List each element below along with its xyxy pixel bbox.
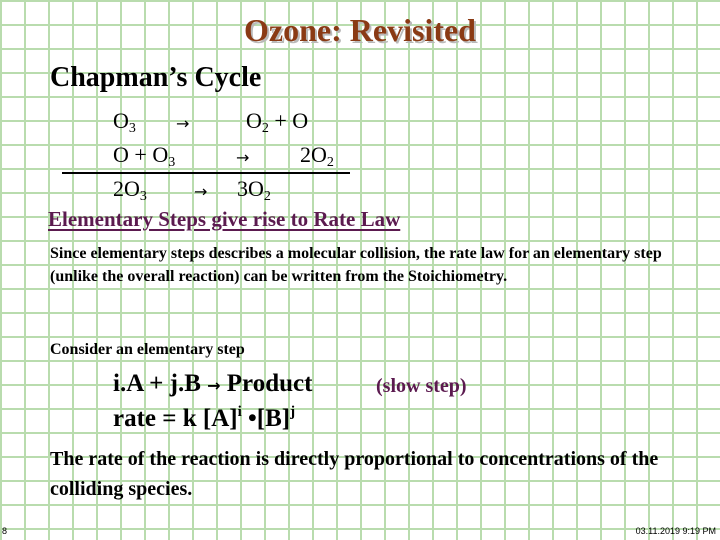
rate-law-equation: rate = k $[A]^i$ $•[B]^j$ (113, 404, 296, 432)
reaction-3-right: $3O_2$ (237, 176, 271, 204)
reaction-2-left: $O + O_3$ (113, 142, 176, 170)
explanation-paragraph: Since elementary steps describes a molecular collision, the rate law for an elementary step (unlike the overall reaction) can be written from the Stoichiometry. (50, 245, 662, 285)
reaction-2-right: $2O_2$ (300, 142, 334, 170)
slow-step-note: (slow step) (376, 375, 467, 397)
step-product: Product (226, 370, 313, 397)
reaction-3-left: $2O_3$ (113, 176, 147, 204)
reaction-2-arrow-icon: → (236, 148, 250, 167)
slide-subtitle: Chapman’s Cycle (50, 62, 262, 93)
slide-number: 8 (2, 526, 8, 536)
date-stamp: 03.11.2019 9:19 PM (635, 526, 716, 536)
consider-text: Consider an elementary step (50, 341, 245, 358)
slide-title: Ozone: Revisited (244, 12, 476, 48)
elementary-step-equation (113, 370, 312, 398)
reaction-1-left: $O_3$ (113, 108, 136, 136)
reaction-1-arrow-icon: → (176, 114, 190, 133)
conclusion-paragraph: The rate of the reaction is directly proportional to concentrations of the colliding species. (50, 448, 659, 500)
section-heading: Elementary Steps give rise to Rate Law (48, 207, 401, 231)
cycle-sum-rule (62, 172, 350, 174)
reaction-1-right: $O_2 + O$ (246, 108, 309, 136)
step-reactants: i.A + j.B (113, 370, 201, 397)
step-arrow-icon: → (207, 376, 221, 395)
reaction-3-arrow-icon: → (194, 182, 208, 201)
